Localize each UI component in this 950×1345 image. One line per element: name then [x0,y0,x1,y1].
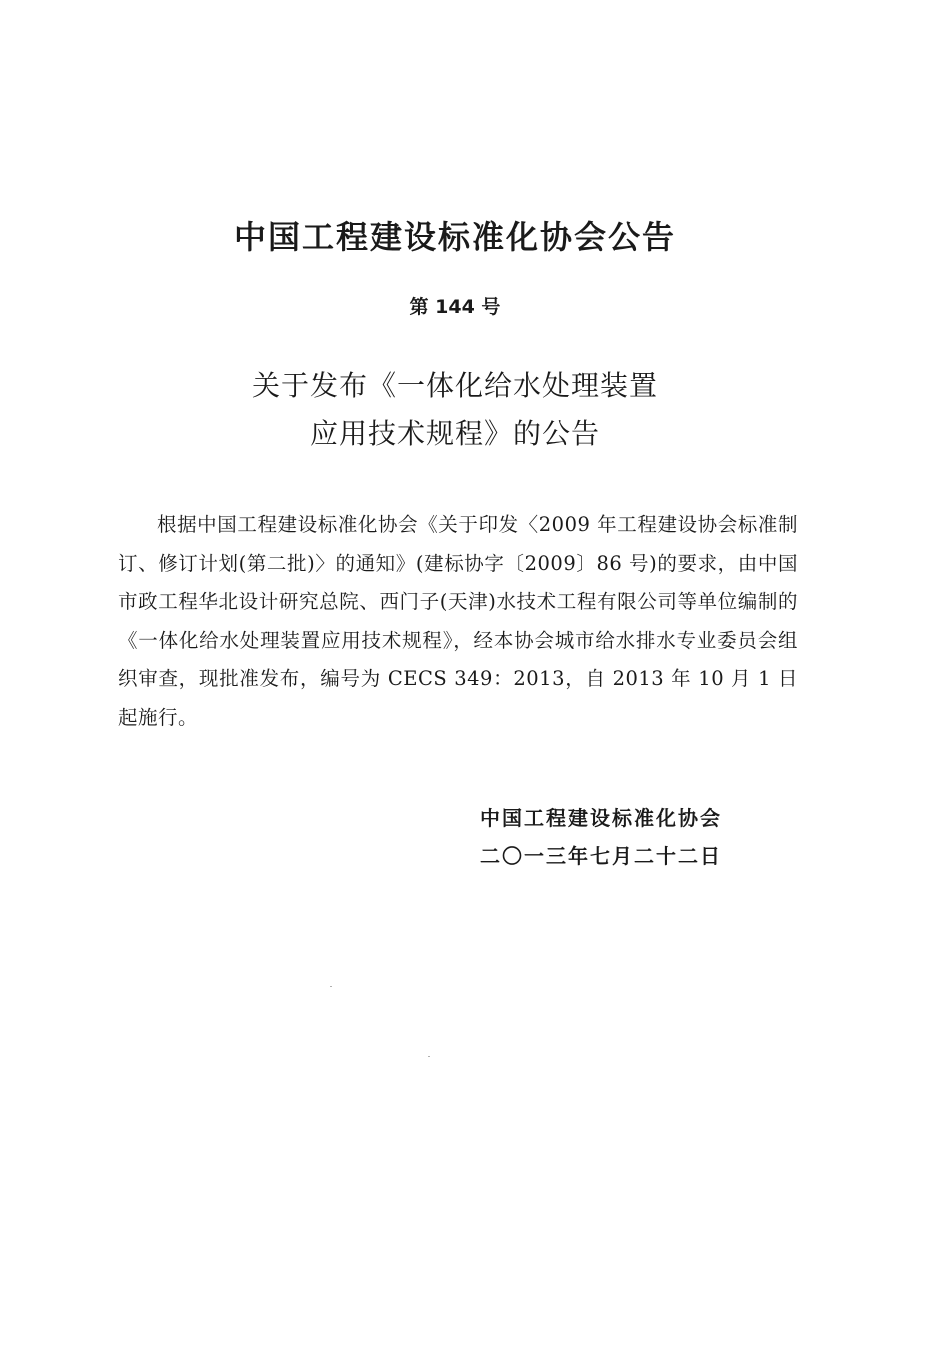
scan-speck [330,986,332,987]
announcement-body: 根据中国工程建设标准化协会《关于印发〈2009 年工程建设协会标准制订、修订计划(第二批)〉的通知》(建标协字〔2009〕86 号)的要求，由中国市政工程华北设计研究总院、西门子(天津)水技术工程有限公司等单位编制的《一体化给水处理装置应用技术规程》，经本协会城市给水排水专业委员会组织审查，现批准发布，编号为 CECS 349：2013，自 2013 年 10 月 1 日起施行。 [118,513,798,729]
page-title: 中国工程建设标准化协会公告 [233,218,676,256]
scan-speck [428,1056,430,1057]
announcement-number: 第 144 号 [409,296,501,318]
signature-organization: 中国工程建设标准化协会 [480,806,722,830]
subtitle-line-2: 应用技术规程》的公告 [309,417,600,450]
signature-date: 二〇一三年七月二十二日 [480,844,722,868]
subtitle-line-1: 关于发布《一体化给水处理装置 [251,369,658,402]
